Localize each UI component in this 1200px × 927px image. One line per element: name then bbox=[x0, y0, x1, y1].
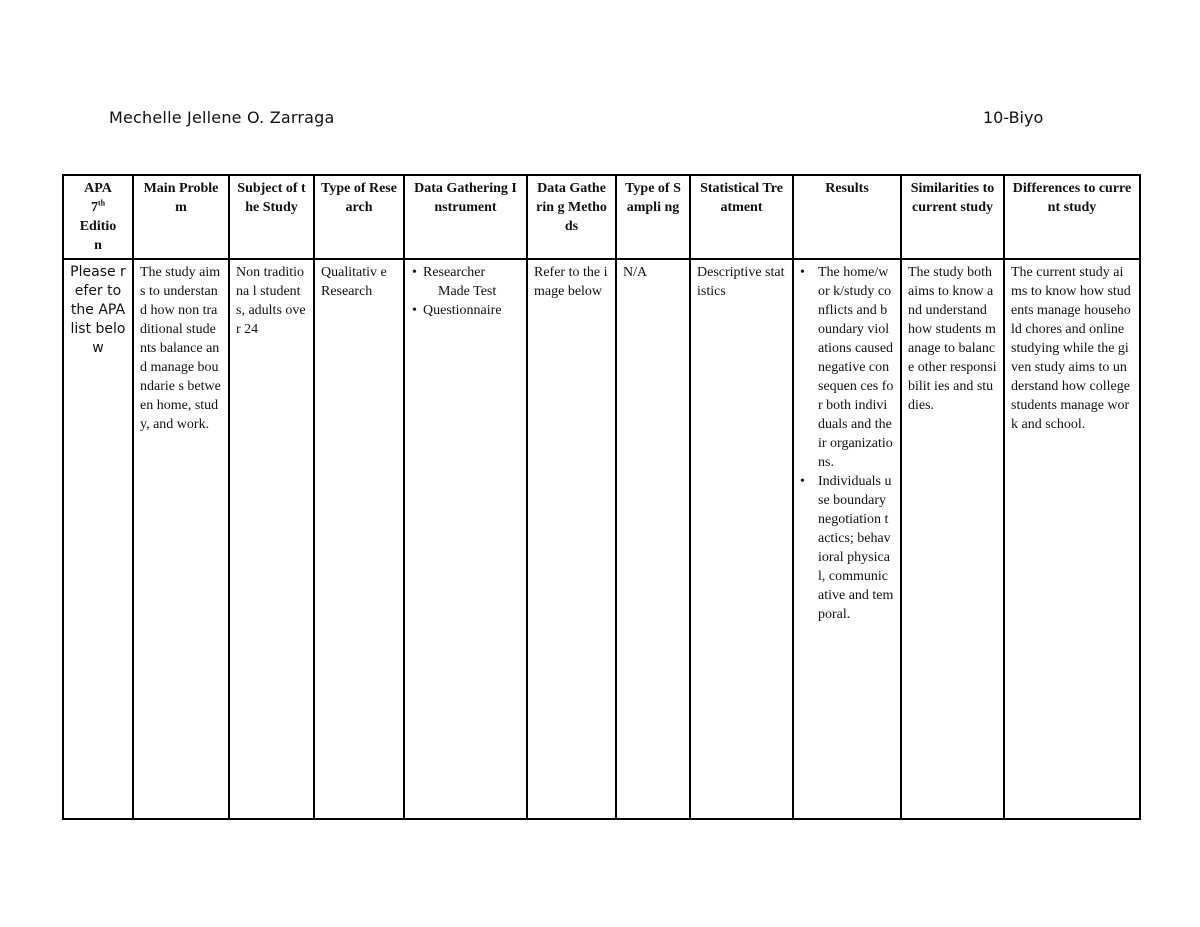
list-item: • The home/wor k/study conflicts and boundary violations caused negative consequen ces for both individuals and their organizatio ns. bbox=[818, 263, 894, 472]
cell-instrument bbox=[404, 259, 527, 819]
cell-type-research: Qualitativ e Research bbox=[314, 259, 404, 819]
cell-treatment: Descriptive statistics bbox=[690, 259, 793, 819]
author-name: Mechelle Jellene O. Zarraga bbox=[109, 108, 335, 127]
cell-similarities: The study both aims to know and understand how students manage to balance other responsibilit ies and studies. bbox=[901, 259, 1004, 819]
table-row bbox=[63, 259, 1140, 819]
cell-main-problem: The study aims to understan d how non traditional students balance and manage boundarie s between home, study, and work. bbox=[133, 259, 229, 819]
header-methods: Data Gatherin g Methods bbox=[527, 175, 616, 259]
header-results: Results bbox=[793, 175, 901, 259]
cell-apa: Please refer to the APA list below bbox=[63, 259, 133, 819]
header-apa-edition-end: n bbox=[94, 238, 102, 253]
header-treatment: Statistical Treatment bbox=[690, 175, 793, 259]
cell-differences: The current study aims to know how students manage household chores and online studying while the given study aims to understand how college students manage work and school. bbox=[1004, 259, 1140, 819]
header-apa-number: 7 bbox=[90, 200, 98, 215]
header-apa-superscript: th bbox=[97, 198, 106, 208]
list-item: • Individuals use boundary negotiation tactics; behavioral physical, communic ative and temporal. bbox=[818, 472, 894, 624]
header-apa-edition: Editio bbox=[79, 219, 117, 234]
header-differences: Differences to current study bbox=[1004, 175, 1140, 259]
header-type-research: Type of Research bbox=[314, 175, 404, 259]
header-instrument: Data Gathering Instrument bbox=[404, 175, 527, 259]
cell-methods: Refer to the image below bbox=[527, 259, 616, 819]
cell-results bbox=[793, 259, 901, 819]
list-item: • Researcher Made Test bbox=[420, 263, 520, 301]
cell-subject: Non traditiona l students, adults over 24 bbox=[229, 259, 314, 819]
research-matrix-table bbox=[62, 174, 1141, 820]
header-sampling: Type of Sampli ng bbox=[616, 175, 690, 259]
results-list bbox=[800, 263, 894, 624]
header-similarities: Similarities to current study bbox=[901, 175, 1004, 259]
instrument-list bbox=[411, 263, 520, 320]
list-item: • Questionnaire bbox=[420, 301, 520, 320]
header-row bbox=[63, 175, 1140, 259]
header-apa-text: APA bbox=[84, 181, 112, 196]
header-subject: Subject of the Study bbox=[229, 175, 314, 259]
header-main-problem: Main Problem bbox=[133, 175, 229, 259]
header-apa bbox=[63, 175, 133, 259]
section-label: 10-Biyo bbox=[983, 108, 1044, 127]
cell-sampling: N/A bbox=[616, 259, 690, 819]
